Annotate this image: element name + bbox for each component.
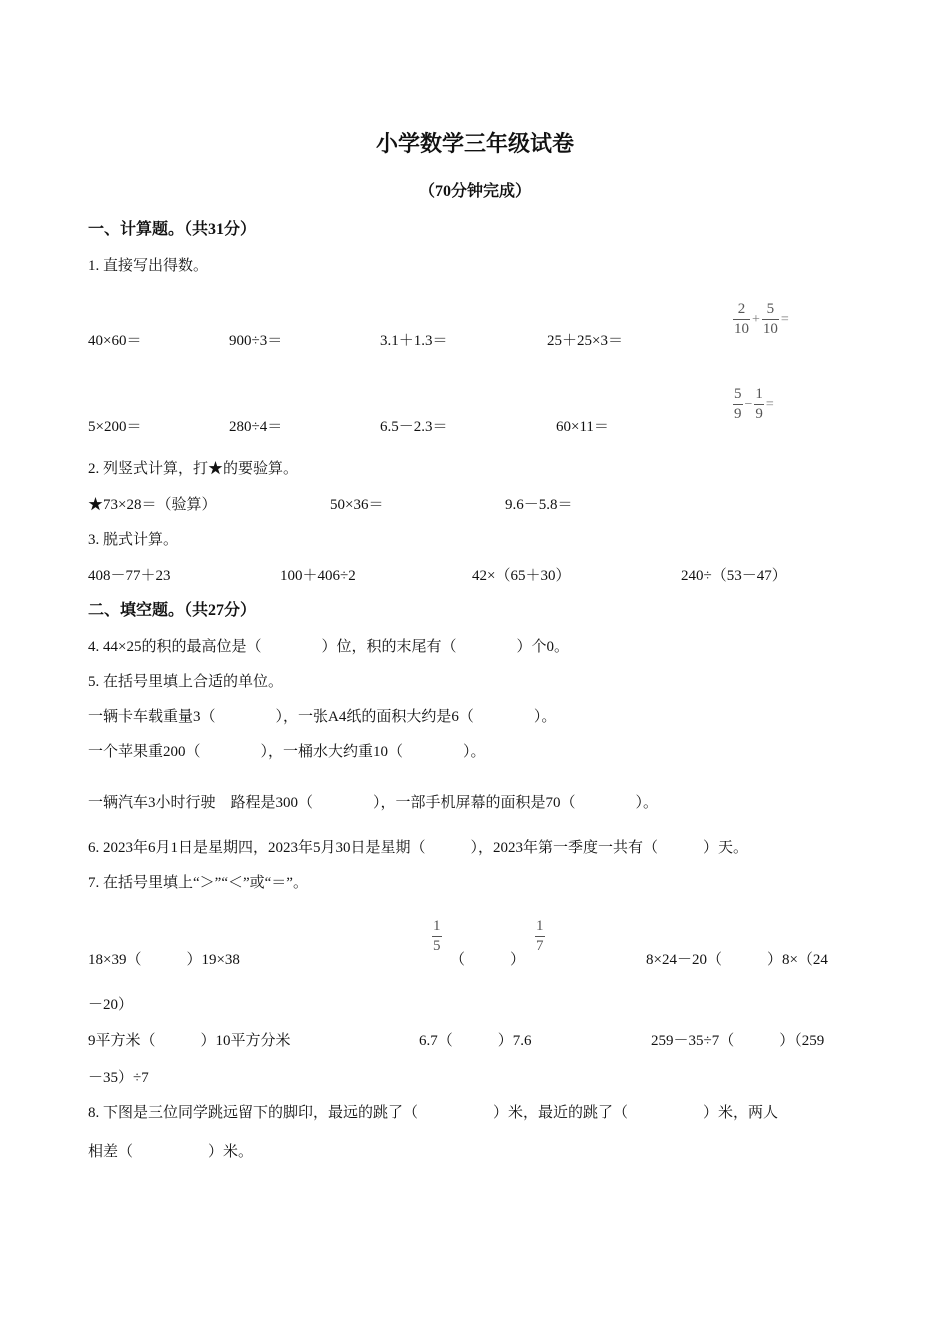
q1-prompt: 1. 直接写出得数。 bbox=[88, 258, 209, 274]
section2-heading: 二、填空题。（共27分） bbox=[88, 602, 257, 619]
fraction: $\frac{5}{9}$ bbox=[734, 386, 742, 422]
q7-item: 8×24－20（ ）8×（24 bbox=[646, 952, 828, 968]
q2-prompt: 2. 列竖式计算，打★的要验算。 bbox=[88, 461, 299, 477]
q1-fraction-expression bbox=[733, 386, 776, 423]
q4-text: 4. 44×25的积的最高位是（ ）位，积的末尾有（ ）个0。 bbox=[88, 639, 569, 655]
q3-item: 408－77＋23 bbox=[88, 568, 171, 584]
q1-item: 280÷4＝ bbox=[229, 419, 283, 435]
q1-item: 25＋25×3＝ bbox=[547, 333, 623, 349]
q7-prompt: 7. 在括号里填上“＞”“＜”或“＝”。 bbox=[88, 875, 308, 891]
q7-item: 6.7（ ）7.6 bbox=[419, 1033, 532, 1049]
q7-item-continuation: －20） bbox=[88, 997, 134, 1013]
q3-item: 42×（65＋30） bbox=[472, 568, 571, 584]
equals-operator: = bbox=[780, 311, 789, 327]
q7-fraction-one-fifth bbox=[432, 918, 442, 955]
q5-line: 一辆卡车载重量3（ ），一张A4纸的面积大约是6（ ）。 bbox=[88, 709, 557, 725]
q8-text: 相差（ ）米。 bbox=[88, 1144, 254, 1160]
q1-item: 6.5－2.3＝ bbox=[380, 419, 448, 435]
q1-item: 60×11＝ bbox=[556, 419, 609, 435]
fraction: $\frac{1}{7}$ bbox=[536, 918, 544, 954]
q2-item: 9.6－5.8＝ bbox=[505, 497, 573, 513]
section1-heading: 一、计算题。（共31分） bbox=[88, 221, 257, 238]
minus-operator: − bbox=[744, 396, 753, 412]
fraction: $\frac{1}{5}$ bbox=[433, 918, 441, 954]
fraction: $\frac{5}{10}$ bbox=[762, 301, 778, 337]
q1-item: 5×200＝ bbox=[88, 419, 142, 435]
q8-text: 8. 下图是三位同学跳远留下的脚印，最远的跳了（ ）米，最近的跳了（ ）米，两人 bbox=[88, 1105, 779, 1121]
q1-item: 900÷3＝ bbox=[229, 333, 283, 349]
q7-item: 9平方米（ ）10平方分米 bbox=[88, 1033, 291, 1049]
q5-line: 一个苹果重200（ ），一桶水大约重10（ ）。 bbox=[88, 744, 486, 760]
q7-fraction-one-seventh bbox=[535, 918, 545, 955]
q3-item: 100＋406÷2 bbox=[280, 568, 356, 584]
q6-text: 6. 2023年6月1日是星期四，2023年5月30日是星期（ ），2023年第一季度一共有（ ）天。 bbox=[88, 840, 749, 856]
q5-line: 一辆汽车3小时行驶 路程是300（ ），一部手机屏幕的面积是70（ ）。 bbox=[88, 795, 659, 811]
q2-item: 50×36＝ bbox=[330, 497, 384, 513]
page-title: 小学数学三年级试卷 bbox=[375, 131, 574, 156]
q7-item: 259－35÷7（ ）（259 bbox=[651, 1033, 825, 1049]
q3-prompt: 3. 脱式计算。 bbox=[88, 532, 179, 548]
plus-operator: + bbox=[752, 311, 760, 327]
q3-item: 240÷（53－47） bbox=[681, 568, 787, 584]
q7-item: 18×39（ ）19×38 bbox=[88, 952, 240, 968]
q1-fraction-expression bbox=[733, 301, 791, 338]
fraction: $\frac{1}{9}$ bbox=[755, 386, 763, 422]
q7-item-continuation: －35）÷7 bbox=[88, 1070, 149, 1086]
fraction: $\frac{2}{10}$ bbox=[734, 301, 749, 337]
page-subtitle: （70分钟完成） bbox=[418, 183, 531, 200]
q2-item: ★73×28＝（验算） bbox=[88, 497, 217, 513]
q5-prompt: 5. 在括号里填上合适的单位。 bbox=[88, 674, 284, 690]
q1-item: 3.1＋1.3＝ bbox=[380, 333, 448, 349]
q7-fraction-paren: （ ） bbox=[450, 952, 526, 968]
q1-item: 40×60＝ bbox=[88, 333, 142, 349]
equals-operator: = bbox=[765, 396, 774, 412]
